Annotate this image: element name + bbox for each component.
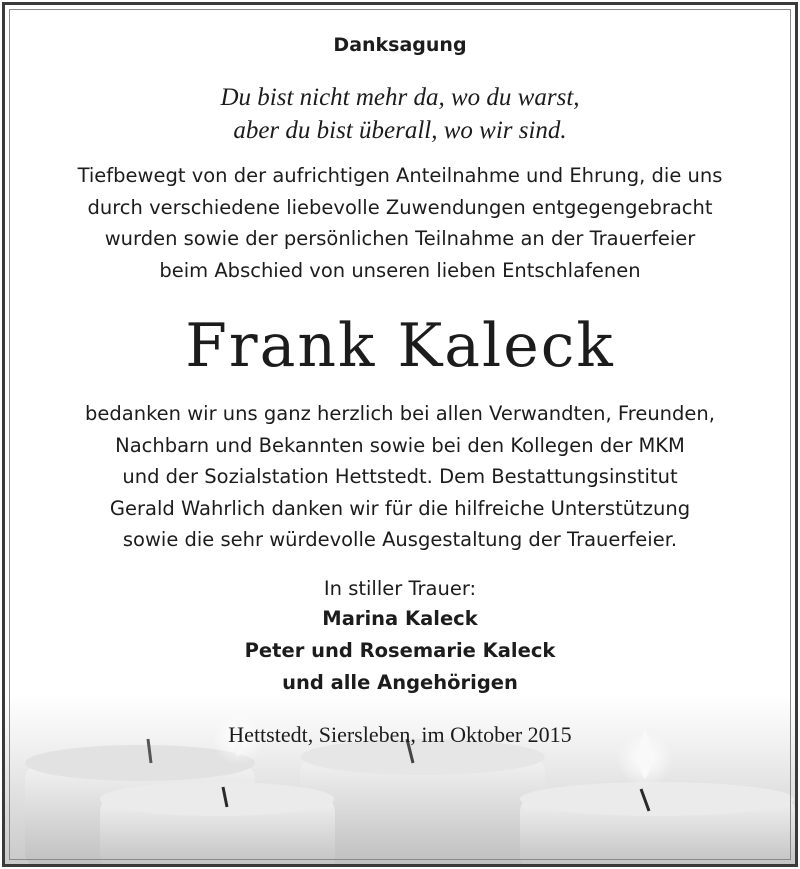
candle-top-front-right	[520, 782, 794, 816]
thanks-line: und der Sozialstation Hettstedt. Dem Bestattungsinstitut	[122, 465, 678, 488]
candle-top-front-left	[100, 782, 334, 816]
thanks-line: Nachbarn und Bekannten sowie bei den Kollegen der MKM	[115, 433, 685, 457]
intro-line: wurden sowie der persönlichen Teilnahme an der Trauerfeier	[104, 227, 696, 250]
quote-line: Du bist nicht mehr da, wo du warst,	[220, 84, 580, 111]
memorial-quote	[5, 81, 795, 147]
thanks-line: sowie die sehr würdevolle Ausgestaltung der Trauerfeier.	[122, 528, 678, 551]
intro-line: durch verschiedene liebevolle Zuwendungen entgegengebracht	[87, 195, 713, 219]
place-and-date: Hettstedt, Siersleben, im Oktober 2015	[228, 722, 572, 747]
mourning-label: In stiller Trauer:	[323, 577, 477, 600]
thanks-paragraph	[5, 398, 795, 556]
notice-frame	[2, 2, 798, 867]
thanks-line: bedanken wir uns ganz herzlich bei allen Verwandten, Freunden,	[85, 402, 715, 425]
mourner-name: Peter und Rosemarie Kaleck	[244, 639, 556, 662]
notice-title: Danksagung	[333, 34, 467, 56]
intro-line: beim Abschied von unseren lieben Entschlafenen	[159, 258, 641, 282]
thanks-line: Gerald Wahrlich danken wir für die hilfreiche Unterstützung	[109, 496, 691, 520]
deceased-name: Frank Kaleck	[185, 311, 615, 381]
mourners-list	[5, 603, 795, 699]
quote-line: aber du bist überall, wo wir sind.	[233, 117, 567, 144]
intro-line: Tiefbewegt von der aufrichtigen Anteilnahme und Ehrung, die uns	[77, 164, 723, 187]
mourner-name: Marina Kaleck	[322, 607, 478, 630]
intro-paragraph	[5, 160, 795, 286]
mourner-name: und alle Angehörigen	[282, 671, 518, 694]
